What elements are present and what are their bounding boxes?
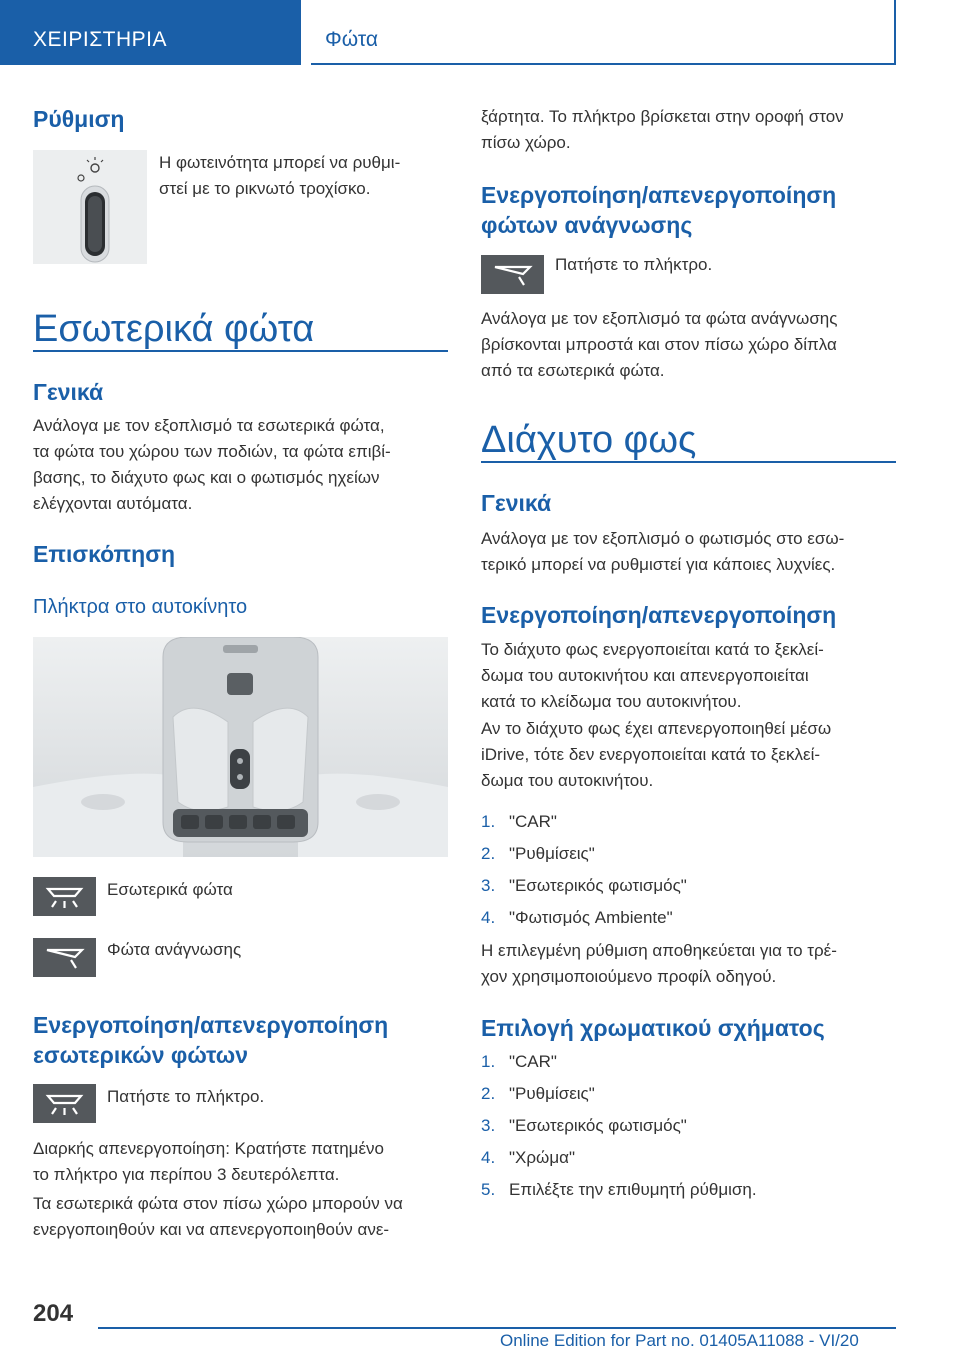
list-item: 1. "CAR": [481, 812, 557, 831]
page-number: 204: [33, 1300, 74, 1327]
rear-lights-text: Τα εσωτερικά φώτα στον πίσω χώρο μπορούν να ενεργοποιηθούν και να απενεργοποιηθούν ανε-: [33, 1194, 403, 1239]
buttons-in-car-heading: Πλήκτρα στο αυτοκίνητο: [33, 596, 248, 618]
interior-lights-heading: Εσωτερικά φώτα: [33, 308, 315, 350]
reading-light-icon: [481, 255, 544, 294]
edition-note: Online Edition for Part no. 01405A11088 - VI/20: [500, 1331, 859, 1350]
heading-rule: [481, 461, 896, 463]
saved-profile-text: Η επιλεγμένη ρύθμιση αποθηκεύεται για το τρέ- χον χρησιμοποιούμενο προφίλ οδηγού.: [481, 941, 837, 986]
interior-light-icon: [33, 1084, 96, 1123]
reading-light-icon: [33, 938, 96, 977]
overview-heading: Επισκόπηση: [33, 541, 175, 567]
ambient-general-text: Ανάλογα με τον εξοπλισμό ο φωτισμός στο εσω- τερικό μπορεί να ρυθμιστεί για κάποιες λυχνίες.: [481, 529, 845, 574]
general-text: Ανάλογα με τον εξοπλισμό τα εσωτερικά φώτα, τα φώτα του χώρου των ποδιών, τα φώτα επιβί- βασης, το διάχυτο φως και ο φωτισμός ηχείων ελέγχονται αυτόματα.: [33, 416, 391, 513]
roof-console-illustration: [33, 637, 448, 857]
header-divider: [299, 0, 301, 65]
ambient-light-heading: Διάχυτο φως: [481, 419, 697, 461]
ambient-onoff-text: Το διάχυτο φως ενεργοποιείται κατά το ξεκλεί- δωμα του αυτοκινήτου και απενεργοποιείται κατά το κλείδωμα του αυτοκινήτου.: [481, 640, 824, 711]
permanent-off-text: Διαρκής απενεργοποίηση: Κρατήστε πατημένο το πλήκτρο για περίπου 3 δευτερόλεπτα.: [33, 1139, 384, 1184]
general-heading: Γενικά: [481, 490, 552, 516]
list-item: 5. Επιλέξτε την επιθυμητή ρύθμιση.: [481, 1180, 757, 1199]
list-item: 4. "Χρώμα": [481, 1148, 575, 1167]
adjust-heading: Ρύθμιση: [33, 106, 125, 132]
adjust-text: Η φωτεινότητα μπορεί να ρυθμι- στεί με το ρικνωτό τροχίσκο.: [159, 153, 401, 198]
color-scheme-heading: Επιλογή χρωματικού σχήματος: [481, 1015, 825, 1041]
list-item: 4. "Φωτισμός Ambiente": [481, 908, 673, 927]
ambient-onoff-heading: Ενεργοποίηση/απενεργοποίηση: [481, 602, 837, 628]
heading-rule: [33, 350, 448, 352]
header-section-label: ΧΕΙΡΙΣΤΗΡΙΑ: [33, 28, 168, 51]
interior-onoff-heading: Ενεργοποίηση/απενεργοποίηση εσωτερικών φώτων: [33, 1012, 389, 1068]
steps-color-list: [481, 1049, 896, 1209]
idrive-text: Αν το διάχυτο φως έχει απενεργοποιηθεί μέσω iDrive, τότε δεν ενεργοποιείται κατά το ξεκλεί- δωμα του αυτοκινήτου.: [481, 719, 832, 790]
list-item: 2. "Ρυθμίσεις": [481, 1084, 595, 1103]
press-button-text: Πατήστε το πλήκτρο.: [555, 255, 713, 274]
thumbwheel-image: [33, 150, 147, 264]
list-item: 3. "Εσωτερικός φωτισμός": [481, 876, 687, 895]
thumbwheel-icon: [33, 150, 147, 264]
footer-rule: [98, 1327, 896, 1329]
press-button-text: Πατήστε το πλήκτρο.: [107, 1087, 265, 1106]
legend-interior-lights: Εσωτερικά φώτα: [107, 880, 233, 899]
reading-onoff-heading: Ενεργοποίηση/απενεργοποίηση φώτων ανάγνωσης: [481, 182, 837, 238]
header-chapter-tab: [311, 0, 896, 65]
general-heading: Γενικά: [33, 379, 104, 405]
list-item: 1. "CAR": [481, 1052, 557, 1071]
steps-ambient-list: [481, 809, 896, 937]
reading-lights-text: Ανάλογα με τον εξοπλισμό τα φώτα ανάγνωσης βρίσκονται μπροστά και στον πίσω χώρο δίπλα από τα εσωτερικά φώτα.: [481, 309, 838, 380]
header-chapter-label: Φώτα: [325, 28, 378, 51]
rear-lights-text-cont: ξάρτητα. Το πλήκτρο βρίσκεται στην οροφή στον πίσω χώρο.: [481, 107, 844, 152]
interior-light-icon: [33, 877, 96, 916]
header-section-tab: [0, 0, 299, 65]
legend-reading-lights: Φώτα ανάγνωσης: [107, 940, 242, 959]
list-item: 3. "Εσωτερικός φωτισμός": [481, 1116, 687, 1135]
roof-console-image: [33, 637, 448, 857]
list-item: 2. "Ρυθμίσεις": [481, 844, 595, 863]
